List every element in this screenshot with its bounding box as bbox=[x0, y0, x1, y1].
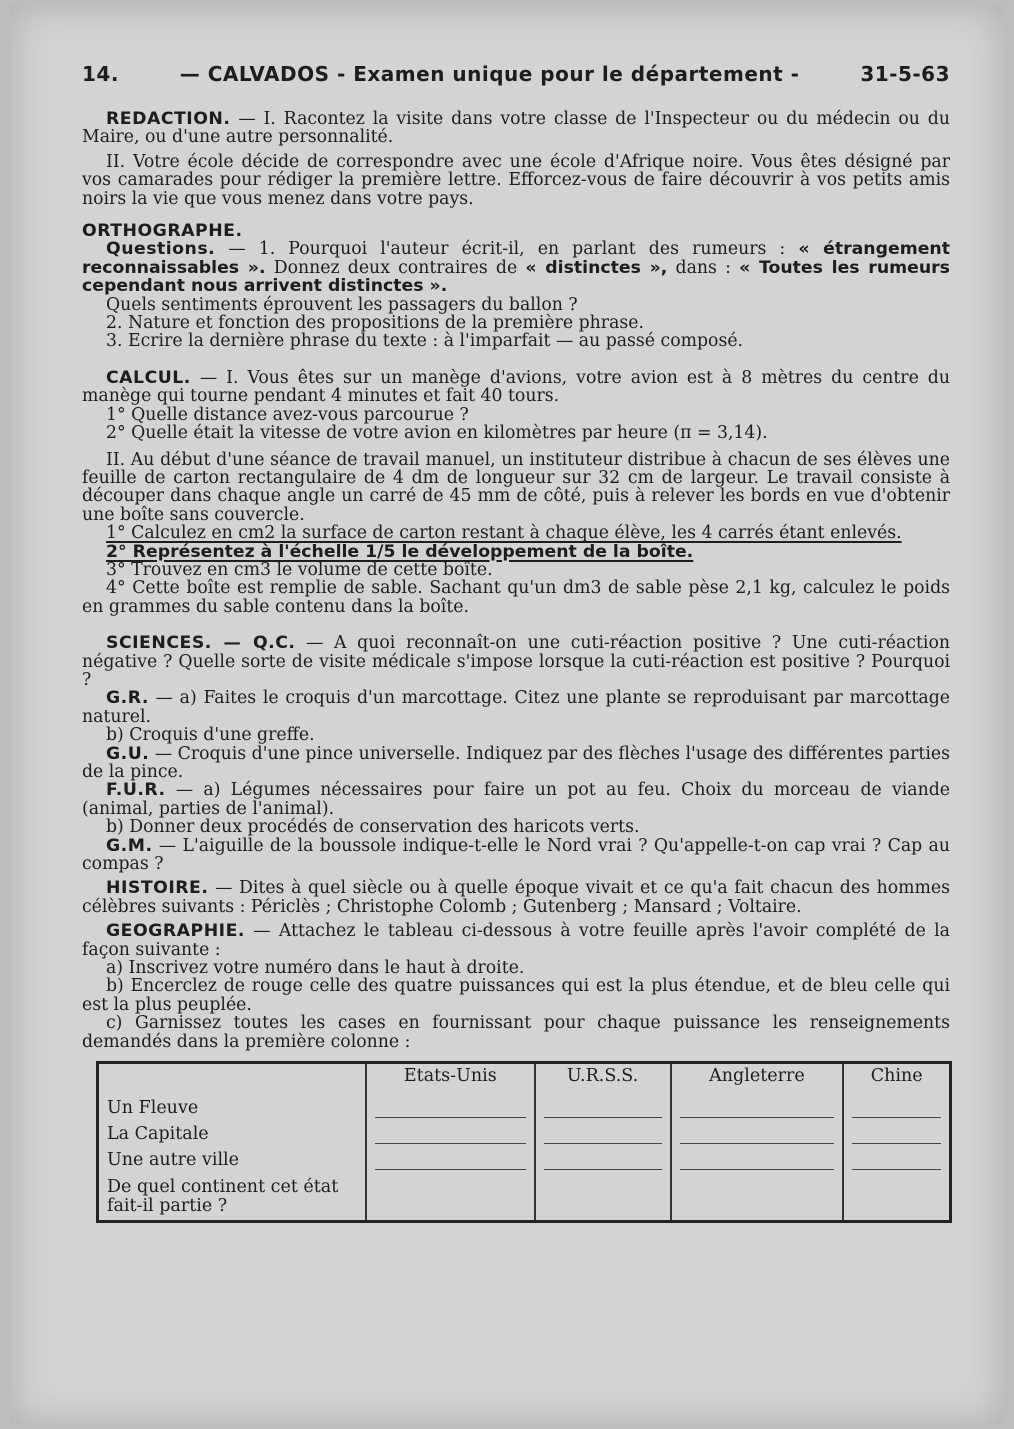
geographie-text: — Attachez le tableau ci-dessous à votre feuille après l'avoir complété de la façon suivante : bbox=[82, 921, 950, 960]
table-corner bbox=[98, 1063, 367, 1093]
sciences-gm: — L'aiguille de la boussole indique-t-elle le Nord vrai ? Qu'appelle-t-on cap vrai ? Cap au compas ? bbox=[82, 835, 950, 875]
calcul-problem-2: II. Au début d'une séance de travail manuel, un instituteur distribue à chacun de ses élèves une feuille de carton rectangulaire de 4 dm de longueur sur 32 cm de largeur. Le travail consiste à découper dans chaque angle un carré de 45 mm de côté, puis à relever les bords en vue d'obtenir une boîte sans couvercle. bbox=[82, 449, 950, 525]
sciences-qc: — A quoi reconnaît-on une cuti-réaction positive ? Une cuti-réaction négative ? Quelle sorte de visite médicale s'impose lorsque la cuti-réaction est positive ? Pourquoi ? bbox=[82, 633, 950, 690]
page-title: — CALVADOS - Examen unique pour le département - bbox=[179, 62, 800, 86]
answer-cell[interactable] bbox=[535, 1170, 671, 1222]
section-geographie bbox=[82, 922, 950, 1051]
ortho-q1-a: — 1. Pourquoi l'auteur écrit-il, en parlant des rumeurs : bbox=[215, 239, 786, 260]
ortho-q1-quote-3: « Toutes les rumeurs cependant nous arrivent distinctes ». bbox=[82, 257, 950, 297]
table-row bbox=[98, 1092, 951, 1118]
section-calcul bbox=[82, 369, 950, 616]
answer-cell[interactable] bbox=[843, 1118, 950, 1144]
answer-cell[interactable] bbox=[671, 1118, 844, 1144]
row-label-fleuve[interactable]: Un Fleuve bbox=[107, 1098, 199, 1119]
calcul-heading: CALCUL. bbox=[106, 367, 191, 388]
histoire-heading: HISTOIRE. bbox=[106, 878, 209, 899]
gr-label: G.R. bbox=[106, 688, 149, 709]
calcul-r2: 2° Représentez à l'échelle 1/5 le développement de la boîte. bbox=[106, 541, 694, 562]
answer-cell[interactable] bbox=[671, 1170, 844, 1222]
answer-cell[interactable] bbox=[366, 1092, 535, 1118]
section-sciences bbox=[82, 634, 950, 873]
geographie-b: b) Encerclez de rouge celle des quatre puissances qui est la plus étendue, et de bleu celle qui est la plus peuplée. bbox=[82, 976, 950, 1015]
ortho-q1-c: Donnez deux contraires de bbox=[265, 257, 526, 278]
gu-label: G.U. bbox=[106, 743, 150, 764]
section-histoire bbox=[82, 879, 950, 916]
orthographe-heading: ORTHOGRAPHE. bbox=[82, 221, 243, 242]
col-etats-unis: Etats-Unis bbox=[366, 1063, 535, 1093]
answer-cell[interactable] bbox=[366, 1118, 535, 1144]
answer-cell[interactable] bbox=[843, 1092, 950, 1118]
exam-page bbox=[10, 6, 1004, 1424]
ortho-q1-g: Quels sentiments éprouvent les passagers du ballon ? bbox=[106, 294, 578, 315]
row-label-continent[interactable]: De quel continent cet état fait-il partie ? bbox=[107, 1177, 339, 1217]
geographie-heading: GEOGRAPHIE. bbox=[106, 921, 245, 942]
col-angleterre: Angleterre bbox=[671, 1063, 844, 1093]
ortho-q1-e: dans : bbox=[667, 257, 740, 278]
redaction-subject-2: II. Votre école décide de correspondre avec une école d'Afrique noire. Vous êtes désigné par vos camarades pour rédiger la première lettre. Efforcez-vous de faire découvrir à vos petits amis noirs la vie que vous menez dans votre pays. bbox=[82, 151, 950, 209]
page-header bbox=[82, 62, 950, 86]
table-header-row bbox=[98, 1063, 951, 1093]
calcul-q2: 2° Quelle était la vitesse de votre avion en kilomètres par heure (π = 3,14). bbox=[106, 423, 768, 444]
col-urss: U.R.S.S. bbox=[535, 1063, 671, 1093]
geographie-c: c) Garnissez toutes les cases en fournissant pour chaque puissance les renseignements demandés dans la première colonne : bbox=[82, 1013, 950, 1052]
sciences-gu: — Croquis d'une pince universelle. Indiquez par des flèches l'usage des différentes parties de la pince. bbox=[82, 743, 950, 782]
page-content bbox=[82, 62, 950, 1223]
sciences-fur-b: b) Donner deux procédés de conservation des haricots verts. bbox=[106, 817, 640, 838]
table-row bbox=[98, 1118, 951, 1144]
section-orthographe bbox=[82, 222, 950, 351]
ortho-q2: 2. Nature et fonction des propositions de la première phrase. bbox=[106, 313, 644, 334]
answer-cell[interactable] bbox=[535, 1144, 671, 1170]
calcul-r4: 4° Cette boîte est remplie de sable. Sachant qu'un dm3 de sable pèse 2,1 kg, calculez le poids en grammes du sable contenu dans la boîte. bbox=[82, 578, 950, 617]
sciences-fur-a: — a) Légumes nécessaires pour faire un pot au feu. Choix du morceau de viande (animal, parties de l'animal). bbox=[82, 780, 950, 819]
page-number: 14. bbox=[82, 62, 119, 86]
calcul-r3: 3° Trouvez en cm3 le volume de cette boîte. bbox=[106, 559, 493, 580]
calcul-problem-1: — I. Vous êtes sur un manège d'avions, votre avion est à 8 mètres du centre du manège qui tourne pendant 4 minutes et fait 40 tours. bbox=[82, 367, 950, 407]
qc-label: — Q.C. bbox=[211, 633, 296, 654]
answer-cell[interactable] bbox=[366, 1170, 535, 1222]
answer-cell[interactable] bbox=[843, 1144, 950, 1170]
row-label-capitale[interactable]: La Capitale bbox=[107, 1124, 209, 1145]
table-row bbox=[98, 1170, 951, 1222]
ortho-q1-quote-2: « distinctes », bbox=[525, 257, 668, 278]
answer-cell[interactable] bbox=[535, 1092, 671, 1118]
answer-cell[interactable] bbox=[671, 1092, 844, 1118]
col-chine: Chine bbox=[843, 1063, 950, 1093]
fur-label: F.U.R. bbox=[106, 780, 166, 801]
sciences-heading: SCIENCES. bbox=[106, 633, 212, 654]
geography-table bbox=[96, 1061, 952, 1223]
histoire-text: — Dites à quel siècle ou à quelle époque vivait et ce qu'a fait chacun des hommes célèbres suivants : Périclès ; Christophe Colomb ; Gutenberg ; Mansard ; Voltaire. bbox=[82, 878, 950, 917]
answer-cell[interactable] bbox=[535, 1118, 671, 1144]
geographie-a: a) Inscrivez votre numéro dans le haut à droite. bbox=[106, 958, 525, 979]
calcul-r1: 1° Calculez en cm2 la surface de carton restant à chaque élève, les 4 carrés étant enlevés. bbox=[106, 523, 902, 544]
redaction-heading: REDACTION. bbox=[106, 109, 231, 129]
table-row bbox=[98, 1144, 951, 1170]
gm-label: G.M. bbox=[106, 835, 153, 856]
questions-label: Questions. bbox=[106, 239, 216, 260]
answer-cell[interactable] bbox=[366, 1144, 535, 1170]
redaction-subject-1: — I. Racontez la visite dans votre classe de l'Inspecteur ou du médecin ou du Maire, ou d'une autre personnalité. bbox=[82, 109, 950, 148]
answer-cell[interactable] bbox=[671, 1144, 844, 1170]
ortho-q3: 3. Ecrire la dernière phrase du texte : à l'imparfait — au passé composé. bbox=[106, 331, 744, 352]
section-redaction bbox=[82, 110, 950, 208]
row-label-autre-ville[interactable]: Une autre ville bbox=[107, 1150, 239, 1171]
sciences-gr-a: — a) Faites le croquis d'un marcottage. Citez une plante se reproduisant par marcottage naturel. bbox=[82, 688, 950, 727]
exam-date: 31-5-63 bbox=[860, 62, 950, 86]
sciences-gr-b: b) Croquis d'une greffe. bbox=[106, 725, 315, 746]
answer-cell[interactable] bbox=[843, 1170, 950, 1222]
ortho-q1-quote-1: « étrangement reconnaissables ». bbox=[82, 239, 950, 278]
calcul-q1: 1° Quelle distance avez-vous parcourue ? bbox=[106, 404, 469, 425]
